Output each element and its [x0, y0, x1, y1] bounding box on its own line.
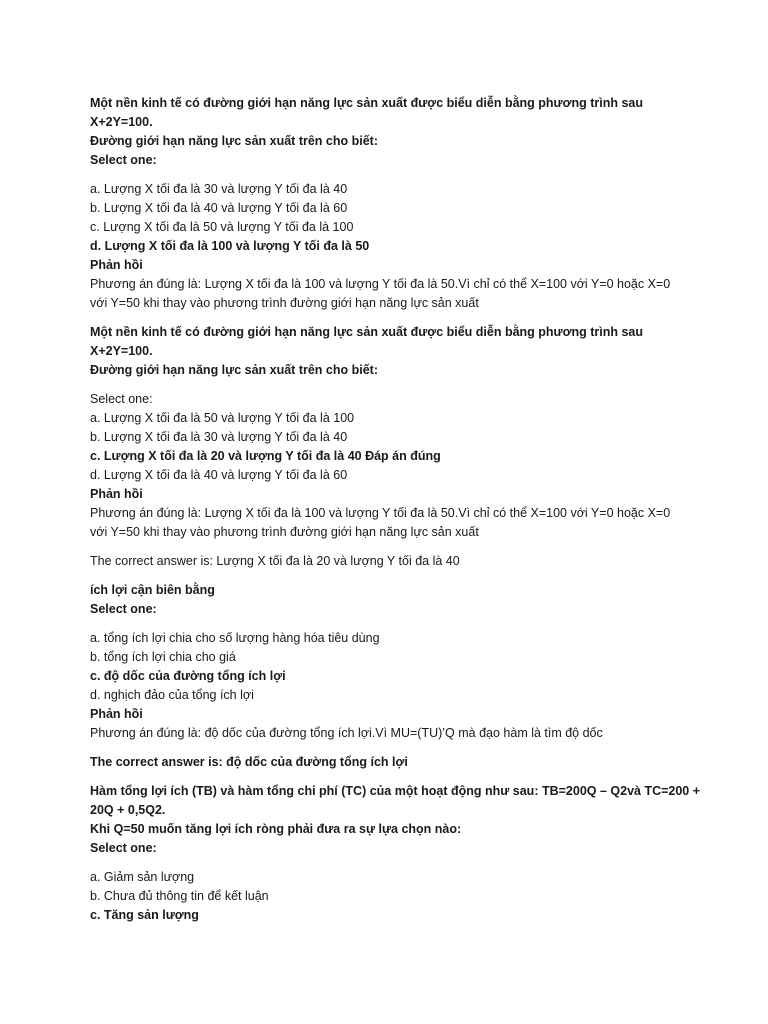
q1-explanation-line-2: với Y=50 khi thay vào phương trình đường giới hạn năng lực sản xuất: [90, 296, 479, 310]
q1-feedback-heading: Phản hồi: [90, 258, 143, 272]
q1-select-one: Select one:: [90, 153, 157, 167]
q1-option-b: b. Lượng X tối đa là 40 và lượng Y tối đa là 60: [90, 201, 348, 215]
q1-option-d: d. Lượng X tối đa là 100 và lượng Y tối đa là 50: [90, 239, 370, 253]
q1-stem-line-3: Đường giới hạn năng lực sản xuất trên cho biết:: [90, 134, 378, 148]
q2-option-d: d. Lượng X tối đa là 40 và lượng Y tối đa là 60: [90, 468, 348, 482]
q1-option-a: a. Lượng X tối đa là 30 và lượng Y tối đa là 40: [90, 182, 348, 196]
q2-explanation-line-2: với Y=50 khi thay vào phương trình đường giới hạn năng lực sản xuất: [90, 525, 479, 539]
q2-feedback-heading: Phản hồi: [90, 487, 143, 501]
q1-stem-line-2: X+2Y=100.: [90, 115, 153, 129]
q1-explanation-line-1: Phương án đúng là: Lượng X tối đa là 100 và lượng Y tối đa là 50.Vì chỉ có thể X=100 với Y=0 hoặc X=0: [90, 277, 671, 291]
q4-option-c: c. Tăng sản lượng: [90, 908, 199, 922]
q3-correct-answer: The correct answer is: độ dốc của đường tổng ích lợi: [90, 755, 408, 769]
q2-option-c: c. Lượng X tối đa là 20 và lượng Y tối đa là 40 Đáp án đúng: [90, 449, 441, 463]
q4-option-a: a. Giảm sản lượng: [90, 870, 195, 884]
q2-stem-line-3: Đường giới hạn năng lực sản xuất trên cho biết:: [90, 363, 378, 377]
q2-stem-line-2: X+2Y=100.: [90, 344, 153, 358]
q3-feedback-heading: Phản hồi: [90, 707, 143, 721]
q3-option-c: c. độ dốc của đường tổng ích lợi: [90, 669, 286, 683]
q3-option-a: a. tổng ích lợi chia cho số lượng hàng hóa tiêu dùng: [90, 631, 380, 645]
q3-explanation: Phương án đúng là: độ dốc của đường tổng ích lợi.Vì MU=(TU)’Q mà đạo hàm là tìm độ dốc: [90, 726, 603, 740]
q3-stem: ích lợi cận biên bằng: [90, 583, 215, 597]
q4-stem-line-3: Khi Q=50 muốn tăng lợi ích ròng phải đưa ra sự lựa chọn nào:: [90, 822, 462, 836]
q2-correct-answer: The correct answer is: Lượng X tối đa là 20 và lượng Y tối đa là 40: [90, 554, 460, 568]
question-1: [90, 94, 698, 313]
q4-select-one: Select one:: [90, 841, 157, 855]
q4-option-b: b. Chưa đủ thông tin để kết luận: [90, 889, 269, 903]
question-2: [90, 323, 698, 571]
q2-explanation-line-1: Phương án đúng là: Lượng X tối đa là 100 và lượng Y tối đa là 50.Vì chỉ có thể X=100 với Y=0 hoặc X=0: [90, 506, 671, 520]
question-4: [90, 782, 701, 925]
question-3: [90, 581, 698, 772]
q4-stem-line-1: Hàm tổng lợi ích (TB) và hàm tổng chi phí (TC) của một hoạt động như sau: TB=200Q – Q2và TC=200 +: [90, 784, 701, 798]
q2-select-one: Select one:: [90, 392, 153, 406]
q3-option-d: d. nghịch đảo của tổng ích lợi: [90, 688, 254, 702]
q3-option-b: b. tổng ích lợi chia cho giá: [90, 650, 236, 664]
q1-stem-line-1: Một nền kinh tế có đường giới hạn năng lực sản xuất được biểu diễn bằng phương trình sau: [90, 96, 644, 110]
q1-option-c: c. Lượng X tối đa là 50 và lượng Y tối đa là 100: [90, 220, 354, 234]
q2-option-b: b. Lượng X tối đa là 30 và lượng Y tối đa là 40: [90, 430, 348, 444]
q2-stem-line-1: Một nền kinh tế có đường giới hạn năng lực sản xuất được biểu diễn bằng phương trình sau: [90, 325, 644, 339]
q4-stem-line-2: 20Q + 0,5Q2.: [90, 803, 166, 817]
q3-select-one: Select one:: [90, 602, 157, 616]
q2-option-a: a. Lượng X tối đa là 50 và lượng Y tối đa là 100: [90, 411, 355, 425]
